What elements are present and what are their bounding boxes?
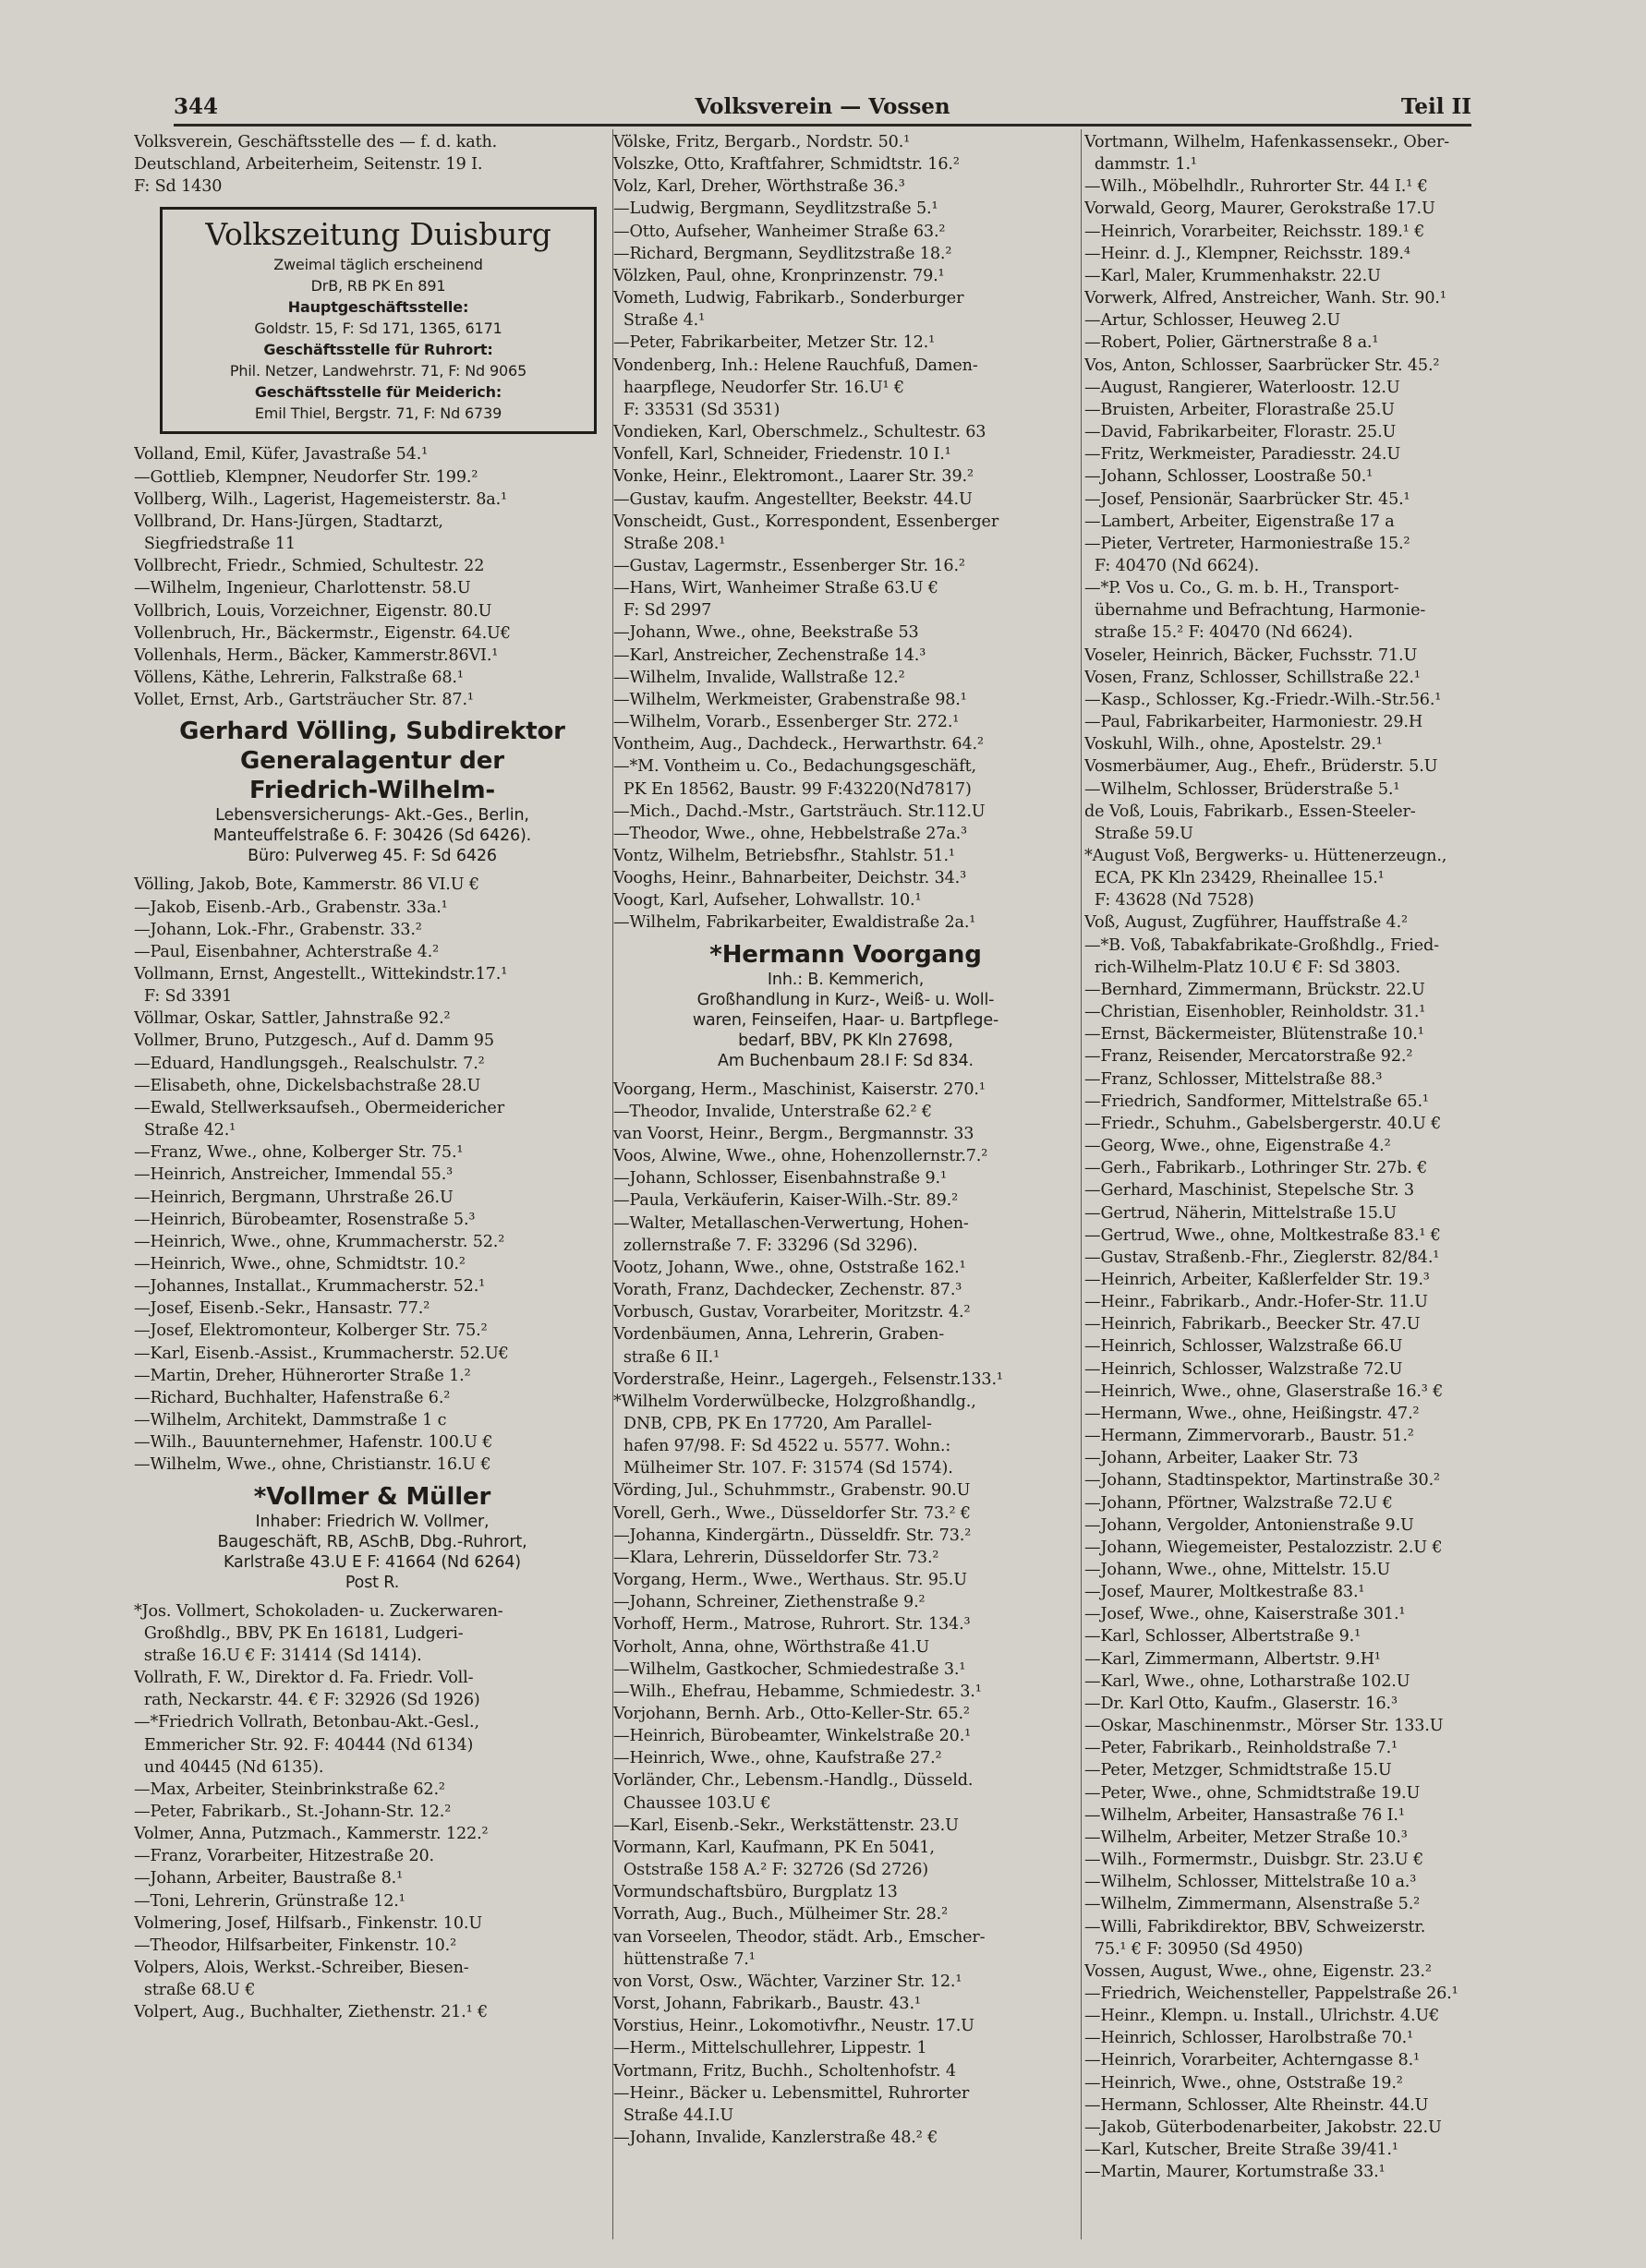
directory-entry: Voß, August, Zugführer, Hauffstraße 4.² bbox=[1084, 913, 1408, 933]
directory-entry: —Richard, Buchhalter, Hafenstraße 6.² bbox=[134, 1388, 451, 1407]
directory-entry: —Fritz, Werkmeister, Paradiesstr. 24.U bbox=[1084, 445, 1401, 464]
directory-entry: —Wilhelm, Invalide, Wallstraße 12.² bbox=[613, 668, 905, 687]
directory-entry: —Theodor, Wwe., ohne, Hebbelstraße 27a.³ bbox=[613, 824, 967, 843]
directory-entry: —Lambert, Arbeiter, Eigenstraße 17 a bbox=[1084, 512, 1395, 531]
directory-entry: —Hermann, Schlosser, Alte Rheinstr. 44.U bbox=[1084, 2095, 1429, 2115]
directory-entry: —Wilhelm, Fabrikarbeiter, Ewaldistraße 2a.¹ bbox=[613, 913, 976, 933]
directory-entry: Straße 44.I.U bbox=[613, 2105, 734, 2125]
column-3 bbox=[1084, 131, 1574, 2246]
directory-entry: —Peter, Fabrikarbeiter, Metzer Str. 12.¹ bbox=[613, 333, 936, 353]
directory-entry: —Paul, Fabrikarbeiter, Harmoniestr. 29.H bbox=[1084, 713, 1423, 732]
directory-entry: —Dr. Karl Otto, Kaufm., Glaserstr. 16.³ bbox=[1084, 1694, 1398, 1713]
directory-entry: Vometh, Ludwig, Fabrikarb., Sonderburger bbox=[613, 289, 964, 308]
directory-entry: —Franz, Schlosser, Mittelstraße 88.³ bbox=[1084, 1069, 1383, 1089]
directory-entry: —Peter, Wwe., ohne, Schmidtstraße 19.U bbox=[1084, 1783, 1421, 1803]
directory-entry: —Jakob, Eisenb.-Arb., Grabenstr. 33a.¹ bbox=[134, 898, 448, 917]
ad-line: Baugeschäft, RB, ASchB, Dbg.-Ruhrort, bbox=[217, 1532, 527, 1551]
column-1 bbox=[134, 131, 611, 2246]
directory-entry: Volksverein, Geschäftsstelle des — f. d. kath. bbox=[134, 133, 498, 151]
directory-entry: Chaussee 103.U € bbox=[613, 1793, 771, 1813]
directory-entry: Voos, Alwine, Wwe., ohne, Hohenzollernstr.7.² bbox=[613, 1147, 988, 1166]
entry-list bbox=[134, 131, 611, 198]
directory-entry: —Johann, Wwe., ohne, Mittelstr. 15.U bbox=[1084, 1561, 1391, 1579]
directory-entry: —Johann, Arbeiter, Baustraße 8.¹ bbox=[134, 1869, 404, 1888]
ad-heading: Geschäftsstelle für Meiderich: bbox=[254, 383, 502, 402]
directory-entry: und 40445 (Nd 6135). bbox=[134, 1757, 324, 1777]
directory-entry: 75.¹ € F: 30950 (Sd 4950) bbox=[1084, 1939, 1303, 1959]
directory-entry: —Hermann, Wwe., ohne, Heißingstr. 47.² bbox=[1084, 1404, 1420, 1423]
directory-entry: —Kasp., Schlosser, Kg.-Friedr.-Wilh.-Str.56.¹ bbox=[1084, 690, 1442, 709]
directory-entry: —Theodor, Hilfsarbeiter, Finkenstr. 10.² bbox=[134, 1936, 457, 1955]
ad-title: *Hermann Voorgang bbox=[709, 940, 982, 969]
directory-entry: hafen 97/98. F: Sd 4522 u. 5577. Wohn.: bbox=[613, 1437, 951, 1456]
directory-entry: Vondenberg, Inh.: Helene Rauchfuß, Damen- bbox=[613, 356, 978, 375]
directory-entry: —Wilhelm, Arbeiter, Hansastraße 76 I.¹ bbox=[1084, 1805, 1405, 1825]
directory-entry: —Ludwig, Bergmann, Seydlitzstraße 5.¹ bbox=[613, 199, 938, 219]
directory-entry: Volz, Karl, Dreher, Wörthstraße 36.³ bbox=[613, 177, 905, 197]
directory-entry: —Wilhelm, Schlosser, Brüderstraße 5.¹ bbox=[1084, 779, 1400, 799]
directory-entry: —Wilh., Möbelhdlr., Ruhrorter Str. 44 I.¹ € bbox=[1084, 177, 1428, 197]
directory-entry: —Karl, Maler, Krummenhakstr. 22.U bbox=[1084, 266, 1381, 285]
directory-entry: DNB, CPB, PK En 17720, Am Parallel- bbox=[613, 1414, 932, 1433]
directory-entry: —*P. Vos u. Co., G. m. b. H., Transport- bbox=[1084, 579, 1399, 598]
directory-entry: van Vorseelen, Theodor, städt. Arb., Emscher- bbox=[613, 1927, 986, 1947]
directory-entry: F: Sd 3391 bbox=[134, 987, 233, 1007]
directory-entry: —Gerh., Fabrikarb., Lothringer Str. 27b. € bbox=[1084, 1159, 1428, 1178]
directory-entry: Voorgang, Herm., Maschinist, Kaiserstr. 270.¹ bbox=[613, 1080, 986, 1099]
directory-entry: —Wilhelm, Arbeiter, Metzer Straße 10.³ bbox=[1084, 1828, 1408, 1847]
ad-heading: Hauptgeschäftsstelle: bbox=[287, 298, 469, 317]
directory-entry: —Franz, Vorarbeiter, Hitzestraße 20. bbox=[134, 1847, 434, 1866]
directory-entry: —Hans, Wirt, Wanheimer Straße 63.U € bbox=[613, 579, 938, 598]
directory-entry: Straße 4.¹ bbox=[613, 311, 706, 331]
directory-entry: Straße 208.¹ bbox=[613, 534, 726, 553]
directory-entry: —Gertrud, Wwe., ohne, Moltkestraße 83.¹ € bbox=[1084, 1225, 1441, 1245]
directory-entry: —Gertrud, Näherin, Mittelstraße 15.U bbox=[1084, 1203, 1397, 1223]
directory-entry: —August, Rangierer, Waterloostr. 12.U bbox=[1084, 378, 1400, 397]
ad-title: Volkszeitung Duisburg bbox=[205, 216, 551, 253]
ad-line: Büro: Pulverweg 45. F: Sd 6426 bbox=[248, 847, 497, 866]
entry-list bbox=[613, 1079, 1078, 2150]
directory-entry: Vordenbäumen, Anna, Lehrerin, Graben- bbox=[613, 1325, 944, 1345]
directory-entry: —Heinrich, Fabrikarb., Beecker Str. 47.U bbox=[1084, 1315, 1421, 1334]
directory-entry: Vortmann, Fritz, Buchh., Scholtenhofstr. 4 bbox=[613, 2061, 956, 2081]
directory-entry: Vossen, August, Wwe., ohne, Eigenstr. 23.² bbox=[1084, 1961, 1432, 1981]
directory-entry: —Johann, Invalide, Kanzlerstraße 48.² € bbox=[613, 2128, 938, 2147]
directory-entry: —Martin, Dreher, Hühnerorter Straße 1.² bbox=[134, 1366, 471, 1385]
directory-entry: —Wilhelm, Ingenieur, Charlottenstr. 58.U bbox=[134, 579, 471, 598]
ad-title: Gerhard Völling, Subdirektor bbox=[179, 718, 565, 746]
directory-entry: —Robert, Polier, Gärtnerstraße 8 a.¹ bbox=[1084, 333, 1379, 353]
directory-entry: —Pieter, Vertreter, Harmoniestraße 15.² bbox=[1084, 534, 1410, 553]
vollmer-mueller-advertisement bbox=[134, 1482, 611, 1593]
directory-entry: —Johann, Schlosser, Loostraße 50.¹ bbox=[1084, 467, 1374, 487]
directory-entry: —Karl, Wwe., ohne, Lotharstraße 102.U bbox=[1084, 1671, 1410, 1691]
directory-entry: Völzken, Paul, ohne, Kronprinzenstr. 79.¹ bbox=[613, 266, 945, 285]
directory-entry: —Karl, Kutscher, Breite Straße 39/41.¹ bbox=[1084, 2141, 1398, 2160]
directory-entry: —Heinrich, Wwe., ohne, Glaserstraße 16.³ € bbox=[1084, 1381, 1444, 1401]
directory-entry: Vollbrecht, Friedr., Schmied, Schultestr. 22 bbox=[134, 557, 485, 576]
directory-entry: *August Voß, Bergwerks- u. Hüttenerzeugn., bbox=[1084, 847, 1447, 865]
directory-entry: —Elisabeth, ohne, Dickelsbachstraße 28.U bbox=[134, 1076, 481, 1095]
directory-entry: —Heinr., Fabrikarb., Andr.-Hofer-Str. 11.U bbox=[1084, 1293, 1428, 1312]
directory-entry: —Friedr., Schuhm., Gabelsbergerstr. 40.U € bbox=[1084, 1114, 1442, 1133]
directory-entry: *Jos. Vollmert, Schokoladen- u. Zuckerwaren- bbox=[134, 1601, 503, 1621]
directory-entry: —Franz, Reisender, Mercatorstraße 92.² bbox=[1084, 1047, 1413, 1067]
directory-entry: Vollmann, Ernst, Angestellt., Wittekindstr.17.¹ bbox=[134, 964, 508, 983]
page-number: 344 bbox=[174, 94, 219, 119]
directory-entry: —Heinrich, Bürobeamter, Rosenstraße 5.³ bbox=[134, 1210, 476, 1229]
directory-entry: straße 16.U € F: 31414 (Sd 1414). bbox=[134, 1646, 422, 1665]
directory-entry: Vonfell, Karl, Schneider, Friedenstr. 10 I.¹ bbox=[613, 445, 951, 464]
directory-entry: —Josef, Pensionär, Saarbrücker Str. 45.¹ bbox=[1084, 489, 1410, 509]
directory-entry: Vooghs, Heinr., Bahnarbeiter, Deichstr. 34.³ bbox=[613, 869, 966, 888]
directory-entry: —Theodor, Invalide, Unterstraße 62.² € bbox=[613, 1102, 932, 1121]
directory-entry: —Gerhard, Maschinist, Stepelsche Str. 3 bbox=[1084, 1181, 1414, 1200]
directory-entry: Voogt, Karl, Aufseher, Lohwallstr. 10.¹ bbox=[613, 891, 922, 911]
directory-entry: —Josef, Elektromonteur, Kolberger Str. 75.² bbox=[134, 1321, 488, 1341]
directory-entry: —Martin, Maurer, Kortumstraße 33.¹ bbox=[1084, 2163, 1386, 2182]
directory-entry: —Johann, Stadtinspektor, Martinstraße 30.² bbox=[1084, 1471, 1440, 1490]
voelling-advertisement bbox=[134, 717, 611, 866]
directory-entry: —Heinrich, Anstreicher, Immendal 55.³ bbox=[134, 1165, 454, 1185]
ad-heading: Geschäftsstelle für Ruhrort: bbox=[263, 341, 493, 359]
directory-entry: Mülheimer Str. 107. F: 31574 (Sd 1574). bbox=[613, 1459, 953, 1478]
directory-entry: Vorländer, Chr., Lebensm.-Handlg., Düsseld. bbox=[613, 1771, 974, 1791]
directory-entry: straße 6 II.¹ bbox=[613, 1347, 720, 1367]
directory-entry: —Eduard, Handlungsgeh., Realschulstr. 7.² bbox=[134, 1054, 485, 1073]
ad-line: Inhaber: Friedrich W. Vollmer, bbox=[255, 1512, 490, 1531]
directory-entry: Voseler, Heinrich, Bäcker, Fuchsstr. 71.U bbox=[1084, 645, 1418, 665]
directory-entry: —Johannes, Installat., Krummacherstr. 52.¹ bbox=[134, 1277, 486, 1297]
directory-entry: übernahme und Befrachtung, Harmonie- bbox=[1084, 601, 1426, 621]
directory-entry: —Ewald, Stellwerksaufseh., Obermeidericher bbox=[134, 1098, 504, 1117]
ad-line: Manteuffelstraße 6. F: 30426 (Sd 6426). bbox=[212, 826, 532, 846]
directory-entry: Vonscheidt, Gust., Korrespondent, Essenberger bbox=[613, 512, 999, 531]
entry-list bbox=[613, 131, 1078, 935]
directory-entry: haarpflege, Neudorfer Str. 16.U¹ € bbox=[613, 378, 904, 397]
directory-entry: —Karl, Anstreicher, Zechenstraße 14.³ bbox=[613, 645, 926, 665]
directory-entry: Vollrath, F. W., Direktor d. Fa. Friedr. Voll- bbox=[134, 1669, 474, 1688]
directory-entry: —Wilhelm, Zimmermann, Alsenstraße 5.² bbox=[1084, 1895, 1421, 1914]
directory-entry: F: Sd 2997 bbox=[613, 601, 712, 621]
directory-entry: Vorhoff, Herm., Matrose, Ruhrort. Str. 134.³ bbox=[613, 1615, 971, 1635]
directory-entry: —Paul, Eisenbahner, Achterstraße 4.² bbox=[134, 942, 439, 961]
directory-entry: —Karl, Zimmermann, Albertstr. 9.H¹ bbox=[1084, 1649, 1381, 1669]
directory-entry: —Johann, Schlosser, Eisenbahnstraße 9.¹ bbox=[613, 1169, 947, 1188]
directory-entry: PK En 18562, Baustr. 99 F:43220(Nd7817) bbox=[613, 779, 972, 799]
ad-line: Goldstr. 15, F: Sd 171, 1365, 6171 bbox=[254, 320, 502, 338]
directory-entry: —Heinr., Bäcker u. Lebensmittel, Ruhrorter bbox=[613, 2083, 970, 2103]
directory-entry: Vorath, Franz, Dachdecker, Zechenstr. 87.³ bbox=[613, 1281, 962, 1300]
directory-entry: —Johann, Wwe., ohne, Beekstraße 53 bbox=[613, 623, 919, 643]
directory-entry: —Heinrich, Bergmann, Uhrstraße 26.U bbox=[134, 1188, 454, 1207]
directory-entry: —Georg, Wwe., ohne, Eigenstraße 4.² bbox=[1084, 1137, 1391, 1156]
directory-entry: rich-Wilhelm-Platz 10.U € F: Sd 3803. bbox=[1084, 958, 1401, 977]
running-title: Volksverein — Vossen bbox=[695, 94, 950, 119]
ad-title: *Vollmer & Müller bbox=[253, 1482, 491, 1511]
directory-entry: —Mich., Dachd.-Mstr., Gartsträuch. Str.112.U bbox=[613, 802, 986, 821]
directory-entry: —*B. Voß, Tabakfabrikate-Großhdlg., Fried- bbox=[1084, 935, 1439, 955]
directory-entry: Vontz, Wilhelm, Betriebsfhr., Stahlstr. 51.¹ bbox=[613, 847, 955, 865]
ad-title: Friedrich-Wilhelm- bbox=[248, 777, 496, 805]
directory-entry: —Herm., Mittelschullehrer, Lippestr. 1 bbox=[613, 2039, 927, 2058]
directory-entry: Völlens, Käthe, Lehrerin, Falkstraße 68.¹ bbox=[134, 669, 464, 688]
directory-entry: Voskuhl, Wilh., ohne, Apostelstr. 29.¹ bbox=[1084, 735, 1383, 754]
directory-entry: —Johann, Vergolder, Antonienstraße 9.U bbox=[1084, 1515, 1414, 1535]
directory-entry: Vollet, Ernst, Arb., Gartsträucher Str. 87.¹ bbox=[134, 691, 474, 710]
directory-entry: —Josef, Maurer, Moltkestraße 83.¹ bbox=[1084, 1583, 1365, 1602]
directory-entry: Vormundschaftsbüro, Burgplatz 13 bbox=[613, 1883, 898, 1902]
directory-entry: Vosmerbäumer, Aug., Ehefr., Brüderstr. 5.U bbox=[1084, 757, 1438, 777]
directory-entry: —Oskar, Maschinenmstr., Mörser Str. 133.U bbox=[1084, 1717, 1444, 1736]
directory-entry: —Otto, Aufseher, Wanheimer Straße 63.² bbox=[613, 222, 946, 241]
directory-entry: —Heinr. d. J., Klempner, Reichsstr. 189.⁴ bbox=[1084, 244, 1410, 263]
ad-line: Lebensversicherungs- Akt.-Ges., Berlin, bbox=[215, 806, 529, 826]
directory-entry: —Klara, Lehrerin, Düsseldorfer Str. 73.² bbox=[613, 1548, 939, 1567]
directory-entry: Völlmar, Oskar, Sattler, Jahnstraße 92.² bbox=[134, 1009, 451, 1029]
directory-entry: —Franz, Wwe., ohne, Kolberger Str. 75.¹ bbox=[134, 1143, 464, 1163]
directory-entry: —Gustav, Straßenb.-Fhr., Zieglerstr. 82/84.¹ bbox=[1084, 1248, 1440, 1267]
directory-entry: Vollberg, Wilh., Lagerist, Hagemeisterstr. 8a.¹ bbox=[134, 489, 507, 509]
directory-entry: —Heinrich, Vorarbeiter, Reichsstr. 189.¹ € bbox=[1084, 222, 1425, 241]
directory-entry: —Wilhelm, Schlosser, Mittelstraße 10 a.³ bbox=[1084, 1873, 1417, 1892]
directory-entry: Vorbusch, Gustav, Vorarbeiter, Moritzstr. 4.² bbox=[613, 1303, 971, 1322]
directory-entry: —Bernhard, Zimmermann, Brückstr. 22.U bbox=[1084, 980, 1425, 999]
directory-entry: —Wilhelm, Wwe., ohne, Christianstr. 16.U € bbox=[134, 1455, 491, 1475]
directory-entry: Vonke, Heinr., Elektromont., Laarer Str. 39.² bbox=[613, 467, 974, 487]
directory-entry: —Friedrich, Sandformer, Mittelstraße 65.¹ bbox=[1084, 1092, 1429, 1111]
volkszeitung-advertisement bbox=[160, 207, 597, 434]
directory-entry: —Wilh., Ehefrau, Hebamme, Schmiedestr. 3.¹ bbox=[613, 1682, 982, 1701]
directory-entry: —Heinrich, Arbeiter, Kaßlerfelder Str. 19.³ bbox=[1084, 1270, 1430, 1289]
directory-entry: —Karl, Eisenb.-Sekr., Werkstättenstr. 23.U bbox=[613, 1816, 959, 1835]
page-header bbox=[174, 89, 1471, 126]
directory-entry: —Toni, Lehrerin, Grünstraße 12.¹ bbox=[134, 1891, 405, 1911]
ad-line: Emil Thiel, Bergstr. 71, F: Nd 6739 bbox=[254, 404, 502, 423]
column-2 bbox=[613, 131, 1078, 2246]
directory-entry: F: 33531 (Sd 3531) bbox=[613, 400, 781, 419]
directory-entry: —David, Fabrikarbeiter, Florastr. 25.U bbox=[1084, 423, 1397, 442]
directory-entry: —Ernst, Bäckermeister, Blütenstraße 10.¹ bbox=[1084, 1025, 1424, 1044]
directory-entry: Vorgang, Herm., Wwe., Werthaus. Str. 95.U bbox=[613, 1571, 967, 1590]
ad-line: Am Buchenbaum 28.I F: Sd 834. bbox=[718, 1051, 974, 1070]
header-rule bbox=[174, 124, 1471, 127]
directory-entry: —Hermann, Zimmervorarb., Baustr. 51.² bbox=[1084, 1427, 1414, 1446]
ad-line: waren, Feinseifen, Haar- u. Bartpflege- bbox=[692, 1010, 999, 1030]
directory-entry: Siegfriedstraße 11 bbox=[134, 535, 296, 554]
entry-list bbox=[134, 874, 611, 1476]
directory-entry: —Peter, Fabrikarb., Reinholdstraße 7.¹ bbox=[1084, 1739, 1398, 1758]
directory-entry: Straße 42.¹ bbox=[134, 1121, 236, 1140]
ad-line: bedarf, BBV, PK Kln 27698, bbox=[738, 1031, 953, 1050]
directory-entry: Volland, Emil, Küfer, Javastraße 54.¹ bbox=[134, 445, 429, 464]
directory-entry: —Heinrich, Schlosser, Harolbstraße 70.¹ bbox=[1084, 2029, 1413, 2048]
directory-entry: —Wilhelm, Werkmeister, Grabenstraße 98.¹ bbox=[613, 690, 967, 709]
directory-entry: —Johann, Pförtner, Walzstraße 72.U € bbox=[1084, 1493, 1393, 1513]
ad-title: Generalagentur der bbox=[240, 747, 504, 776]
directory-entry: F: Sd 1430 bbox=[134, 177, 223, 197]
directory-entry: —Bruisten, Arbeiter, Florastraße 25.U bbox=[1084, 400, 1395, 419]
directory-entry: —Heinrich, Wwe., ohne, Kaufstraße 27.² bbox=[613, 1749, 942, 1768]
directory-entry: Vontheim, Aug., Dachdeck., Herwarthstr. 64.² bbox=[613, 735, 984, 754]
directory-entry: —Gustav, kaufm. Angestellter, Beekstr. 44.U bbox=[613, 489, 973, 509]
directory-entry: Volmer, Anna, Putzmach., Kammerstr. 122.² bbox=[134, 1825, 489, 1844]
directory-entry: F: 40470 (Nd 6624). bbox=[1084, 556, 1260, 575]
directory-entry: ECA, PK Kln 23429, Rheinallee 15.¹ bbox=[1084, 869, 1385, 888]
entry-list bbox=[134, 1600, 611, 2024]
directory-entry: Vorrath, Aug., Buch., Mülheimer Str. 28.² bbox=[613, 1905, 948, 1924]
ad-line: Post R. bbox=[345, 1573, 400, 1592]
directory-entry: —Heinrich, Vorarbeiter, Achterngasse 8.¹ bbox=[1084, 2051, 1420, 2070]
directory-entry: —Wilhelm, Architekt, Dammstraße 1 c bbox=[134, 1411, 447, 1430]
directory-entry: Vorwald, Georg, Maurer, Gerokstraße 17.U bbox=[1084, 199, 1435, 219]
directory-entry: Vollbrand, Dr. Hans-Jürgen, Stadtarzt, bbox=[134, 512, 443, 531]
directory-entry: Völling, Jakob, Bote, Kammerstr. 86 VI.U € bbox=[134, 875, 479, 895]
directory-entry: Vondieken, Karl, Oberschmelz., Schultestr. 63 bbox=[613, 423, 986, 442]
directory-entry: *Wilhelm Vorderwülbecke, Holzgroßhandlg., bbox=[613, 1392, 976, 1411]
directory-entry: Vorell, Gerh., Wwe., Düsseldorfer Str. 73.² € bbox=[613, 1503, 971, 1523]
directory-entry: —Walter, Metallaschen-Verwertung, Hohen- bbox=[613, 1213, 969, 1233]
directory-entry: Vorderstraße, Heinr., Lagergeh., Felsenstr.133.¹ bbox=[613, 1369, 1003, 1389]
directory-entry: —Artur, Schlosser, Heuweg 2.U bbox=[1084, 311, 1341, 331]
directory-entry: Völske, Fritz, Bergarb., Nordstr. 50.¹ bbox=[613, 133, 911, 151]
directory-entry: Vorholt, Anna, ohne, Wörthstraße 41.U bbox=[613, 1637, 930, 1657]
directory-entry: Vollenbruch, Hr., Bäckermstr., Eigenstr. 64.U€ bbox=[134, 623, 511, 643]
directory-entry: —Friedrich, Weichensteller, Pappelstraße 26.¹ bbox=[1084, 1984, 1458, 2003]
directory-entry: Volpert, Aug., Buchhalter, Ziethenstr. 21.¹ € bbox=[134, 2003, 488, 2022]
directory-entry: Vorst, Johann, Fabrikarb., Baustr. 43.¹ bbox=[613, 1995, 921, 2014]
directory-entry: —Johann, Schreiner, Ziethenstraße 9.² bbox=[613, 1593, 926, 1612]
directory-entry: —Paula, Verkäuferin, Kaiser-Wilh.-Str. 89.² bbox=[613, 1191, 958, 1211]
directory-entry: —Richard, Bergmann, Seydlitzstraße 18.² bbox=[613, 244, 952, 263]
column-divider bbox=[1081, 129, 1082, 2239]
directory-entry: —Peter, Metzger, Schmidtstraße 15.U bbox=[1084, 1761, 1392, 1780]
directory-entry: —Christian, Eisenhobler, Reinholdstr. 31.¹ bbox=[1084, 1003, 1426, 1022]
ad-line: Phil. Netzer, Landwehrstr. 71, F: Nd 9065 bbox=[229, 362, 527, 380]
directory-entry: Volmering, Josef, Hilfsarb., Finkenstr. 10.U bbox=[134, 1913, 482, 1933]
directory-entry: —Heinrich, Bürobeamter, Winkelstraße 20.¹ bbox=[613, 1727, 972, 1746]
ad-line: Großhandlung in Kurz-, Weiß- u. Woll- bbox=[696, 990, 995, 1009]
directory-entry: zollernstraße 7. F: 33296 (Sd 3296). bbox=[613, 1236, 918, 1255]
directory-entry: —Gottlieb, Klempner, Neudorfer Str. 199.² bbox=[134, 467, 478, 487]
directory-entry: —Wilhelm, Vorarb., Essenberger Str. 272.¹ bbox=[613, 713, 960, 732]
directory-entry: Volszke, Otto, Kraftfahrer, Schmidtstr. 16.² bbox=[613, 155, 960, 175]
directory-entry: Oststraße 158 A.² F: 32726 (Sd 2726) bbox=[613, 1861, 928, 1880]
ad-line: Zweimal täglich erscheinend bbox=[273, 256, 483, 274]
ad-line: Karlstraße 43.U E F: 41664 (Nd 6264) bbox=[224, 1552, 521, 1572]
directory-entry: —Josef, Eisenb.-Sekr., Hansastr. 77.² bbox=[134, 1299, 430, 1319]
directory-entry: Vollbrich, Louis, Vorzeichner, Eigenstr. 80.U bbox=[134, 601, 492, 621]
directory-entry: —*M. Vontheim u. Co., Bedachungsgeschäft, bbox=[613, 757, 976, 777]
directory-entry: rath, Neckarstr. 44. € F: 32926 (Sd 1926) bbox=[134, 1691, 480, 1710]
directory-entry: —Gustav, Lagermstr., Essenberger Str. 16.² bbox=[613, 556, 965, 575]
directory-entry: Vortmann, Wilhelm, Hafenkassensekr., Ober- bbox=[1084, 133, 1449, 151]
directory-entry: —Heinrich, Wwe., ohne, Oststraße 19.² bbox=[1084, 2073, 1403, 2093]
directory-entry: Vollenhals, Herm., Bäcker, Kammerstr.86VI.¹ bbox=[134, 645, 499, 665]
directory-entry: Vollmer, Bruno, Putzgesch., Auf d. Damm 95 bbox=[134, 1031, 494, 1051]
directory-entry: —Johanna, Kindergärtn., Düsseldfr. Str. 73.² bbox=[613, 1526, 972, 1545]
directory-entry: Großhdlg., BBV, PK En 16181, Ludgeri- bbox=[134, 1623, 464, 1643]
directory-entry: straße 68.U € bbox=[134, 1981, 256, 2000]
directory-entry: hüttenstraße 7.¹ bbox=[613, 1949, 756, 1969]
directory-entry: —Heinr., Klempn. u. Install., Ulrichstr. 4.U€ bbox=[1084, 2007, 1440, 2026]
entry-list bbox=[1084, 131, 1574, 2183]
directory-entry: van Voorst, Heinr., Bergm., Bergmannstr. 33 bbox=[613, 1124, 974, 1143]
voorgang-advertisement bbox=[613, 940, 1078, 1071]
directory-entry: Vootz, Johann, Wwe., ohne, Oststraße 162.¹ bbox=[613, 1258, 966, 1277]
directory-entry: Vorjohann, Bernh. Arb., Otto-Keller-Str. 65.² bbox=[613, 1705, 970, 1723]
directory-entry: Vörding, Jul., Schuhmmstr., Grabenstr. 90.U bbox=[613, 1481, 971, 1501]
directory-entry: F: 43628 (Nd 7528) bbox=[1084, 891, 1254, 911]
directory-entry: Volpers, Alois, Werkst.-Schreiber, Biesen- bbox=[134, 1959, 469, 1978]
directory-entry: Vormann, Karl, Kaufmann, PK En 5041, bbox=[613, 1838, 935, 1857]
directory-entry: —Karl, Eisenb.-Assist., Krummacherstr. 52.U€ bbox=[134, 1344, 509, 1363]
part-label: Teil II bbox=[1400, 94, 1471, 119]
directory-entry: —Josef, Wwe., ohne, Kaiserstraße 301.¹ bbox=[1084, 1605, 1406, 1624]
directory-entry: —Johann, Wiegemeister, Pestalozzistr. 2.U € bbox=[1084, 1538, 1443, 1557]
directory-entry: dammstr. 1.¹ bbox=[1084, 155, 1197, 175]
directory-entry: —Johann, Lok.-Fhr., Grabenstr. 33.² bbox=[134, 920, 422, 939]
directory-entry: —Willi, Fabrikdirektor, BBV, Schweizerstr. bbox=[1084, 1917, 1426, 1936]
directory-entry: —*Friedrich Vollrath, Betonbau-Akt.-Gesl., bbox=[134, 1713, 479, 1732]
directory-entry: Straße 59.U bbox=[1084, 824, 1193, 843]
directory-entry: Vorstius, Heinr., Lokomotivfhr., Neustr. 17.U bbox=[613, 2017, 974, 2036]
directory-entry: —Wilhelm, Gastkocher, Schmiedestraße 3.¹ bbox=[613, 1659, 966, 1679]
directory-entry: von Vorst, Osw., Wächter, Varziner Str. 12.¹ bbox=[613, 1972, 962, 1991]
directory-entry: —Jakob, Güterbodenarbeiter, Jakobstr. 22.U bbox=[1084, 2117, 1442, 2137]
directory-entry: —Peter, Fabrikarb., St.-Johann-Str. 12.² bbox=[134, 1802, 452, 1821]
directory-entry: —Heinrich, Schlosser, Walzstraße 72.U bbox=[1084, 1359, 1403, 1379]
directory-entry: Vosen, Franz, Schlosser, Schillstraße 22.¹ bbox=[1084, 668, 1421, 687]
directory-entry: —Heinrich, Wwe., ohne, Krummacherstr. 52.² bbox=[134, 1232, 505, 1251]
directory-entry: Vos, Anton, Schlosser, Saarbrücker Str. 45.² bbox=[1084, 356, 1440, 375]
entry-list bbox=[134, 443, 611, 711]
directory-entry: —Heinrich, Wwe., ohne, Schmidtstr. 10.² bbox=[134, 1255, 466, 1273]
directory-entry: de Voß, Louis, Fabrikarb., Essen-Steeler- bbox=[1084, 802, 1416, 821]
directory-entry: straße 15.² F: 40470 (Nd 6624). bbox=[1084, 623, 1353, 643]
directory-entry: Emmericher Str. 92. F: 40444 (Nd 6134) bbox=[134, 1735, 474, 1755]
directory-entry: —Max, Arbeiter, Steinbrinkstraße 62.² bbox=[134, 1779, 445, 1799]
directory-entry: Deutschland, Arbeiterheim, Seitenstr. 19 I. bbox=[134, 155, 483, 175]
directory-entry: —Karl, Schlosser, Albertstraße 9.¹ bbox=[1084, 1627, 1362, 1647]
directory-entry: —Wilh., Bauunternehmer, Hafenstr. 100.U € bbox=[134, 1433, 493, 1453]
ad-line: Inh.: B. Kemmerich, bbox=[767, 970, 925, 989]
directory-entry: —Heinrich, Schlosser, Walzstraße 66.U bbox=[1084, 1337, 1403, 1357]
ad-line: DrB, RB PK En 891 bbox=[310, 277, 446, 296]
directory-entry: Vorwerk, Alfred, Anstreicher, Wanh. Str. 90.¹ bbox=[1084, 289, 1446, 308]
directory-entry: —Johann, Arbeiter, Laaker Str. 73 bbox=[1084, 1449, 1359, 1468]
directory-entry: —Wilh., Formermstr., Duisbgr. Str. 23.U € bbox=[1084, 1851, 1424, 1870]
